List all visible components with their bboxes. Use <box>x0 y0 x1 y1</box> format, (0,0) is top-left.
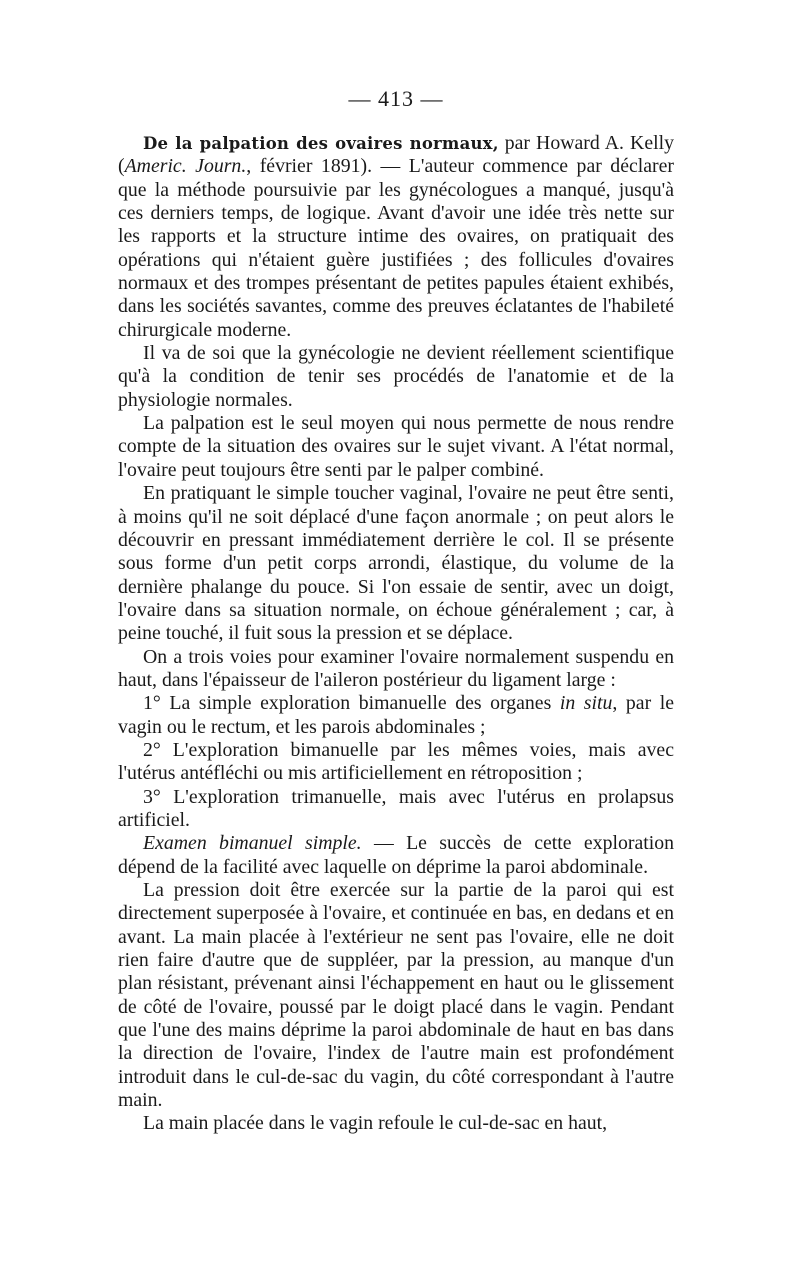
paragraph: En pratiquant le simple toucher vaginal, l'ovaire ne peut être senti, à moins qu'il ne soit déplacé d'une façon anormale ; on peut alors le découvrir en pressant immédiatement derrière le col. Il se présente sous forme d'un petit corps arrondi, élastique, du volume de la dernière phalange du pouce. Si l'on essaie de sentir, avec un doigt, l'ovaire dans sa situation normale, on échoue généralement ; car, à peine touché, il fuit sous la pression et se déplace. <box>118 482 674 645</box>
article-intro-paragraph <box>118 132 674 342</box>
paragraph: La palpation est le seul moyen qui nous permette de nous rendre compte de la situation des ovaires sur le sujet vivant. A l'état normal, l'ovaire peut toujours être senti par le palper combiné. <box>118 412 674 481</box>
source-open: ( <box>118 155 125 178</box>
list-item-3: 3° L'exploration trimanuelle, mais avec l'utérus en prolapsus artificiel. <box>118 785 674 831</box>
paragraph: Il va de soi que la gynécologie ne devient réellement scientifique qu'à la condition de tenir ses procédés de l'anatomie et de la physiologie normales. <box>118 342 674 411</box>
list-item-2: 2° L'exploration bimanuelle par les mêmes voies, mais avec l'utérus antéfléchi ou mis artificiellement en rétroposition ; <box>118 738 674 785</box>
list-item-1-text: 1° La simple exploration bimanuelle des organes <box>143 692 560 715</box>
intro-text: , février 1891). — L'auteur commence par déclarer que la méthode poursuivie par les gynécologues a manqué, jusqu'à ces derniers temps, de logique. Avant d'avoir une idée très nette sur les rapports et la structure intime des ovaires, on pratiquait des opérations qui n'étaient guère justifiées ; des follicules d'ovaires normaux et des trompes présentant de petites papules étaient exhibés, dans les sociétés savantes, comme des preuves éclatantes de l'habileté chirurgicale moderne. <box>118 155 674 341</box>
paragraph: On a trois voies pour examiner l'ovaire normalement suspendu en haut, dans l'épaisseur de l'aileron postérieur du ligament large : <box>118 645 674 691</box>
paragraph: La main placée dans le vagin refoule le cul-de-sac en haut, <box>143 1112 608 1135</box>
paragraph: La pression doit être exercée sur la partie de la paroi qui est directement superposée à l'ovaire, et continuée en bas, en dedans et en avant. La main placée à l'extérieur ne sent pas l'ovaire, elle ne doit rien faire d'autre que de suppléer, par la pression, au manque d'un plan résistant, prévenant ainsi l'échappement en haut ou le glissement de côté de l'ovaire, poussé par le doigt placé dans le vagin. Pendant que l'une des mains déprime la paroi abdominale de haut en bas dans la direction de l'ovaire, l'index de l'autre main est profondément introduit dans le cul-de-sac du vagin, du côté correspondant à l'autre main. <box>118 879 674 1112</box>
page-number: — 413 — <box>348 86 444 111</box>
section-paragraph <box>118 832 674 879</box>
article-body <box>118 132 674 1136</box>
list-item-1-text-end: , par le vagin ou le rectum, et les parois abdominales ; <box>118 692 674 738</box>
article-title: De la palpation des ovaires normaux, <box>143 134 499 153</box>
article-author: par Howard A. Kelly <box>498 132 674 154</box>
list-item-1-italic: in situ <box>559 692 613 715</box>
section-text: — Le succès de cette exploration dépend de la facilité avec laquelle on déprime la paroi abdominale. <box>118 832 674 878</box>
list-item-1 <box>118 692 674 739</box>
section-heading: Examen bimanuel simple. <box>143 832 362 855</box>
source-journal: Americ. Journ. <box>124 155 247 178</box>
